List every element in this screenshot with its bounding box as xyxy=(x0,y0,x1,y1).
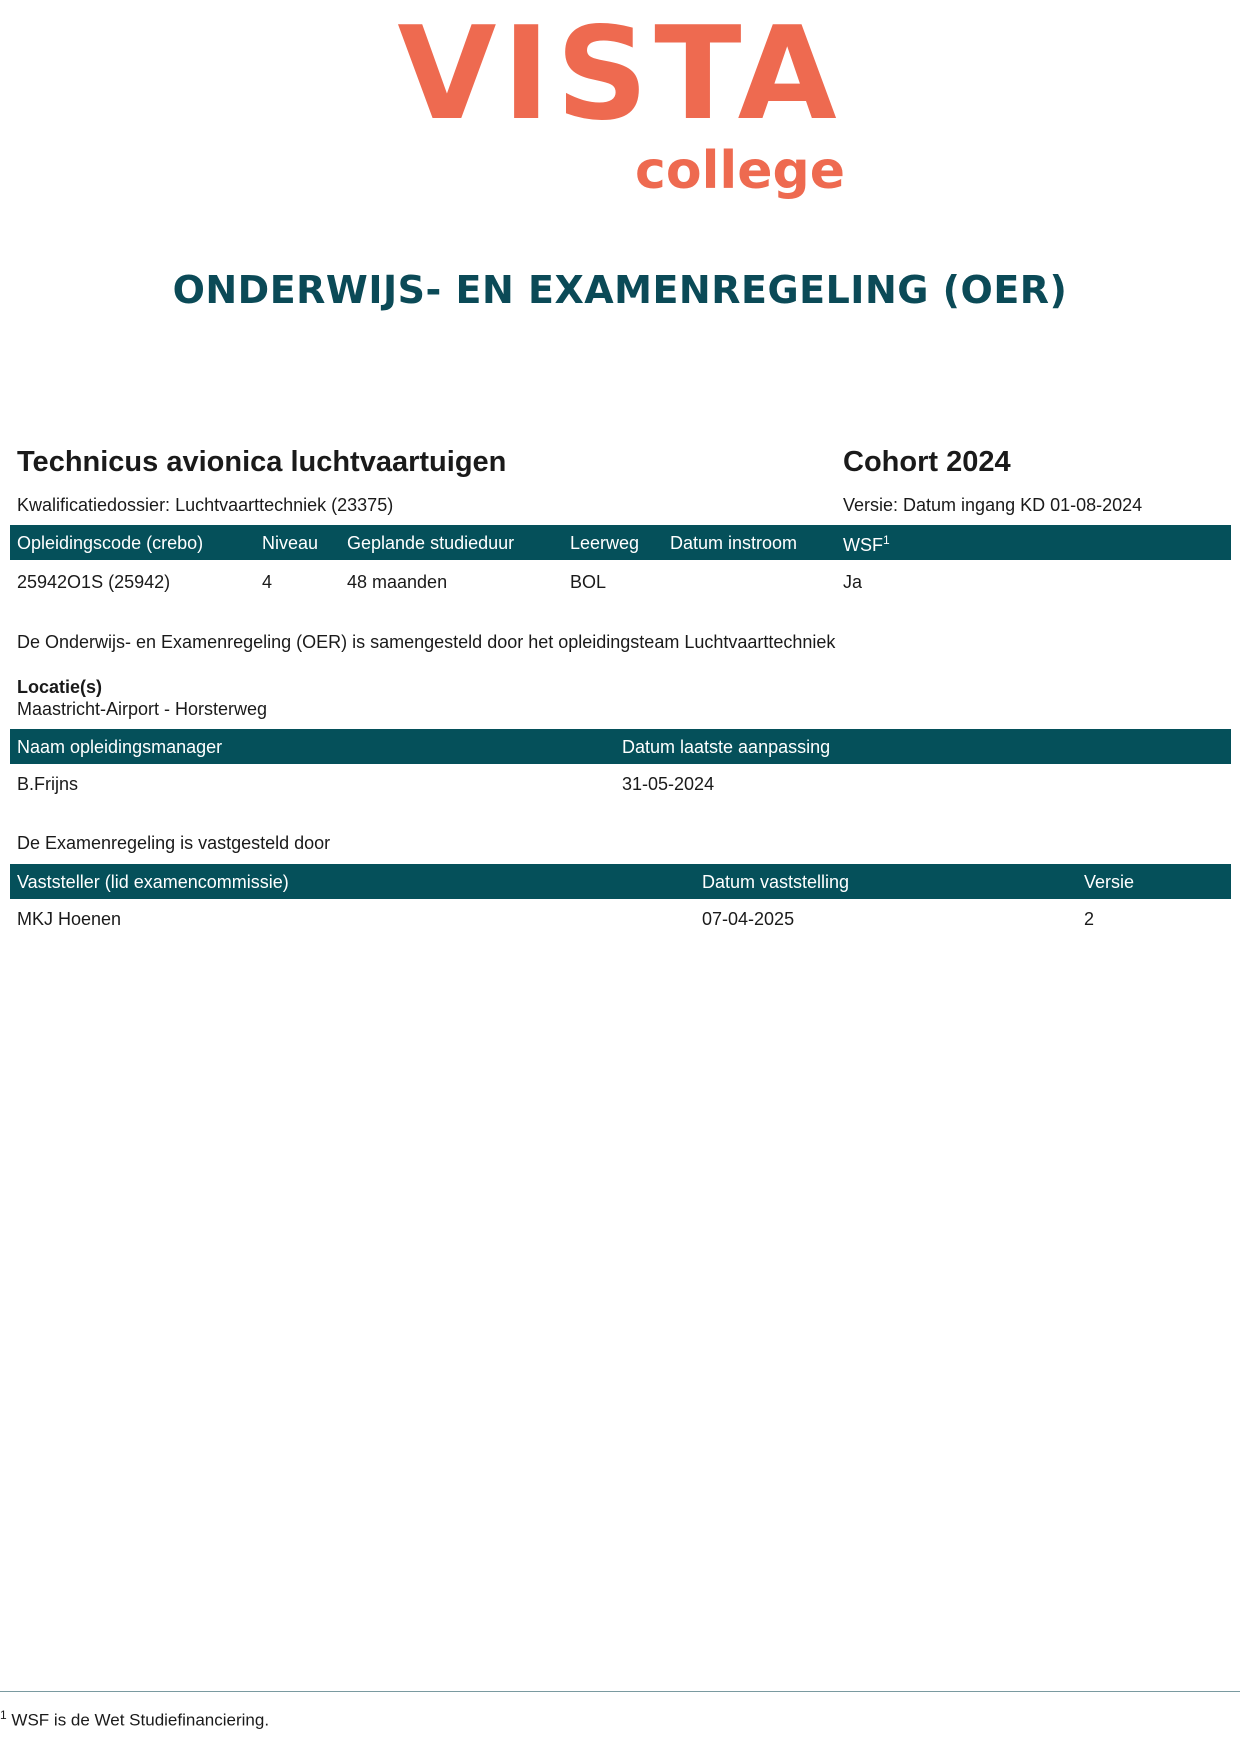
vastgesteld-text: De Examenregeling is vastgesteld door xyxy=(17,833,331,853)
header-laatste-aanpassing: Datum laatste aanpassing xyxy=(622,737,831,757)
header-vaststeller: Vaststeller (lid examencommissie) xyxy=(17,872,289,892)
cell-studieduur: 48 maanden xyxy=(347,572,448,592)
table3-header xyxy=(10,864,1231,899)
cell-opleidingsmanager: B.Frijns xyxy=(17,774,79,794)
logo-subtitle: college xyxy=(635,141,845,201)
kwalificatiedossier: Kwalificatiedossier: Luchtvaarttechniek (23375) xyxy=(17,495,394,515)
locatie-value: Maastricht-Airport - Horsterweg xyxy=(17,699,268,719)
cell-wsf: Ja xyxy=(843,572,863,592)
footnote-ref[interactable]: 1 xyxy=(883,533,890,547)
footnote-divider xyxy=(0,1691,1240,1692)
cell-laatste-aanpassing: 31-05-2024 xyxy=(622,774,715,794)
document-title: ONDERWIJS- EN EXAMENREGELING (OER) xyxy=(172,268,1068,312)
table1-header xyxy=(10,525,1231,560)
cell-versie: 2 xyxy=(1084,909,1095,929)
versie-kd: Versie: Datum ingang KD 01-08-2024 xyxy=(843,495,1143,515)
table2-header xyxy=(10,729,1231,764)
header-studieduur: Geplande studieduur xyxy=(347,533,515,553)
cohort-label: Cohort 2024 xyxy=(843,446,1011,478)
footnote-text: WSF is de Wet Studiefinanciering. xyxy=(11,1710,270,1730)
header-opleidingsmanager: Naam opleidingsmanager xyxy=(17,737,223,757)
program-name: Technicus avionica luchtvaartuigen xyxy=(17,446,507,478)
cell-datum-vaststelling: 07-04-2025 xyxy=(702,909,795,929)
samengesteld-text: De Onderwijs- en Examenregeling (OER) is samengesteld door het opleidingsteam Luchtvaarttechniek xyxy=(17,632,836,652)
header-niveau: Niveau xyxy=(262,533,319,553)
cell-opleidingscode: 25942O1S (25942) xyxy=(17,572,171,592)
cell-leerweg: BOL xyxy=(570,572,607,592)
header-versie: Versie xyxy=(1084,872,1135,892)
vista-college-logo xyxy=(360,0,880,205)
cell-niveau: 4 xyxy=(262,572,273,592)
header-datum-instroom: Datum instroom xyxy=(670,533,798,553)
header-wsf: WSF$^1$ xyxy=(843,533,890,555)
header-opleidingscode: Opleidingscode (crebo) xyxy=(17,533,204,553)
cell-vaststeller: MKJ Hoenen xyxy=(17,909,122,929)
footnote xyxy=(0,1708,269,1731)
header-leerweg: Leerweg xyxy=(570,533,640,553)
logo-wordmark: VISTA xyxy=(397,0,843,149)
footnote-marker: 1 xyxy=(0,1708,7,1722)
header-datum-vaststelling: Datum vaststelling xyxy=(702,872,850,892)
locatie-label: Locatie(s) xyxy=(17,677,103,697)
